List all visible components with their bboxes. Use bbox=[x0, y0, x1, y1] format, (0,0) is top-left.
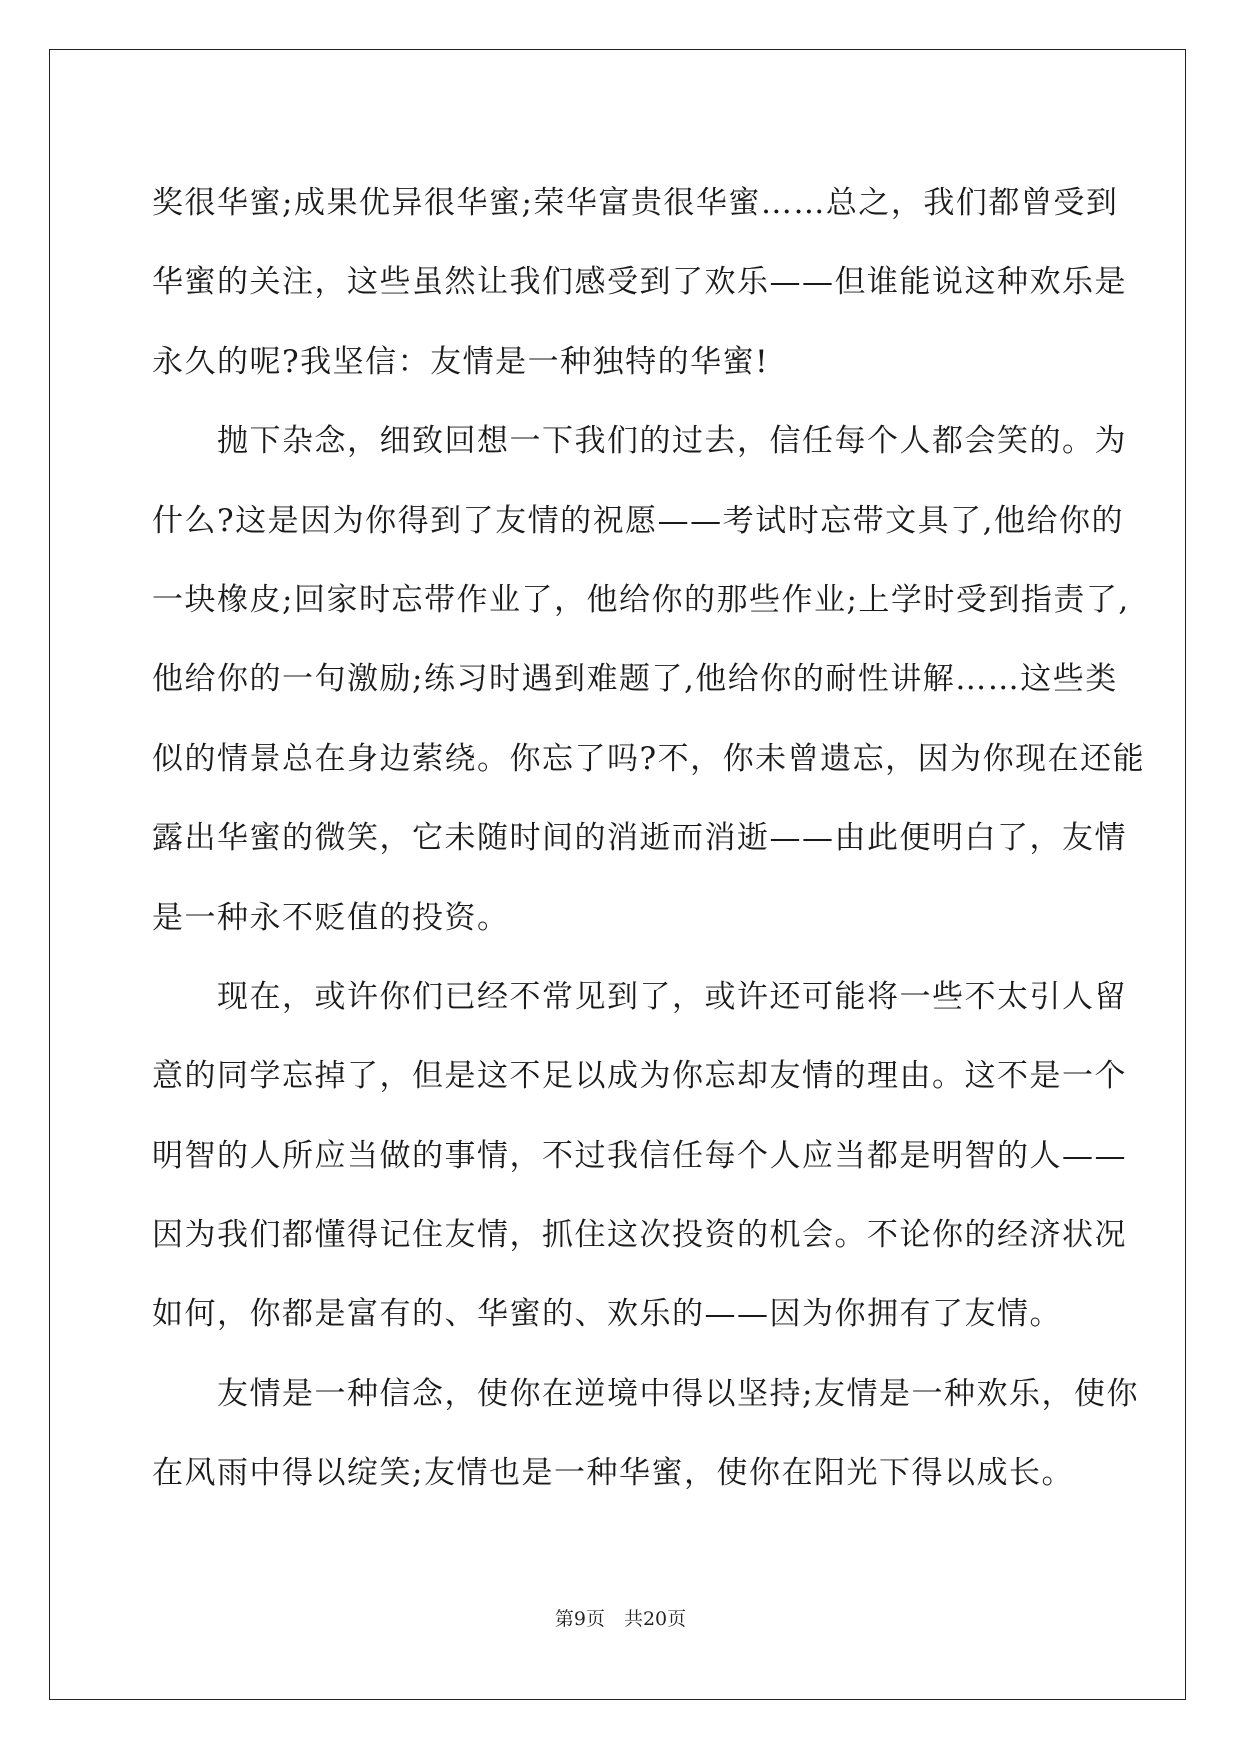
text-line: 露出华蜜的微笑，它未随时间的消逝而消逝——由此便明白了，友情 bbox=[152, 820, 1127, 857]
text-line: 是一种永不贬值的投资。 bbox=[152, 899, 510, 936]
text-line: 如何，你都是富有的、华蜜的、欢乐的——因为你拥有了友情。 bbox=[152, 1296, 1062, 1333]
paragraph-3 bbox=[152, 958, 1127, 1355]
paragraph-4 bbox=[152, 1355, 1139, 1514]
text-line: 什么?这是因为你得到了友情的祝愿——考试时忘带文具了,他给你的 bbox=[152, 502, 1124, 539]
paragraph-1 bbox=[152, 164, 1127, 402]
text-line: 明智的人所应当做的事情，不过我信任每个人应当都是明智的人—— bbox=[152, 1137, 1127, 1174]
text-line: 在风雨中得以绽笑;友情也是一种华蜜，使你在阳光下得以成长。 bbox=[152, 1455, 1074, 1492]
text-line: 现在，或许你们已经不常见到了，或许还可能将一些不太引人留 bbox=[152, 978, 1127, 1015]
text-line: 友情是一种信念，使你在逆境中得以坚持;友情是一种欢乐，使你 bbox=[152, 1375, 1139, 1412]
text-line: 永久的呢?我坚信：友情是一种独特的华蜜! bbox=[152, 343, 770, 380]
page-number-footer: 第9页 共20页 bbox=[554, 1608, 687, 1630]
document-body bbox=[152, 164, 1146, 1514]
text-line: 奖很华蜜;成果优异很华蜜;荣华富贵很华蜜……总之，我们都曾受到 bbox=[152, 185, 1119, 221]
text-line: 似的情景总在身边萦绕。你忘了吗?不，你未曾遗忘，因为你现在还能 bbox=[152, 740, 1146, 777]
paragraph-2 bbox=[152, 402, 1146, 958]
text-line: 华蜜的关注，这些虽然让我们感受到了欢乐——但谁能说这种欢乐是 bbox=[152, 264, 1127, 301]
text-line: 意的同学忘掉了，但是这不足以成为你忘却友情的理由。这不是一个 bbox=[152, 1058, 1127, 1095]
text-line: 抛下杂念，细致回想一下我们的过去，信任每个人都会笑的。为 bbox=[152, 423, 1127, 460]
text-line: 因为我们都懂得记住友情，抓住这次投资的机会。不论你的经济状况 bbox=[152, 1217, 1127, 1254]
text-line: 一块橡皮;回家时忘带作业了，他给你的那些作业;上学时受到指责了, bbox=[152, 581, 1130, 618]
text-line: 他给你的一句激励;练习时遇到难题了,他给你的耐性讲解……这些类 bbox=[152, 661, 1118, 698]
